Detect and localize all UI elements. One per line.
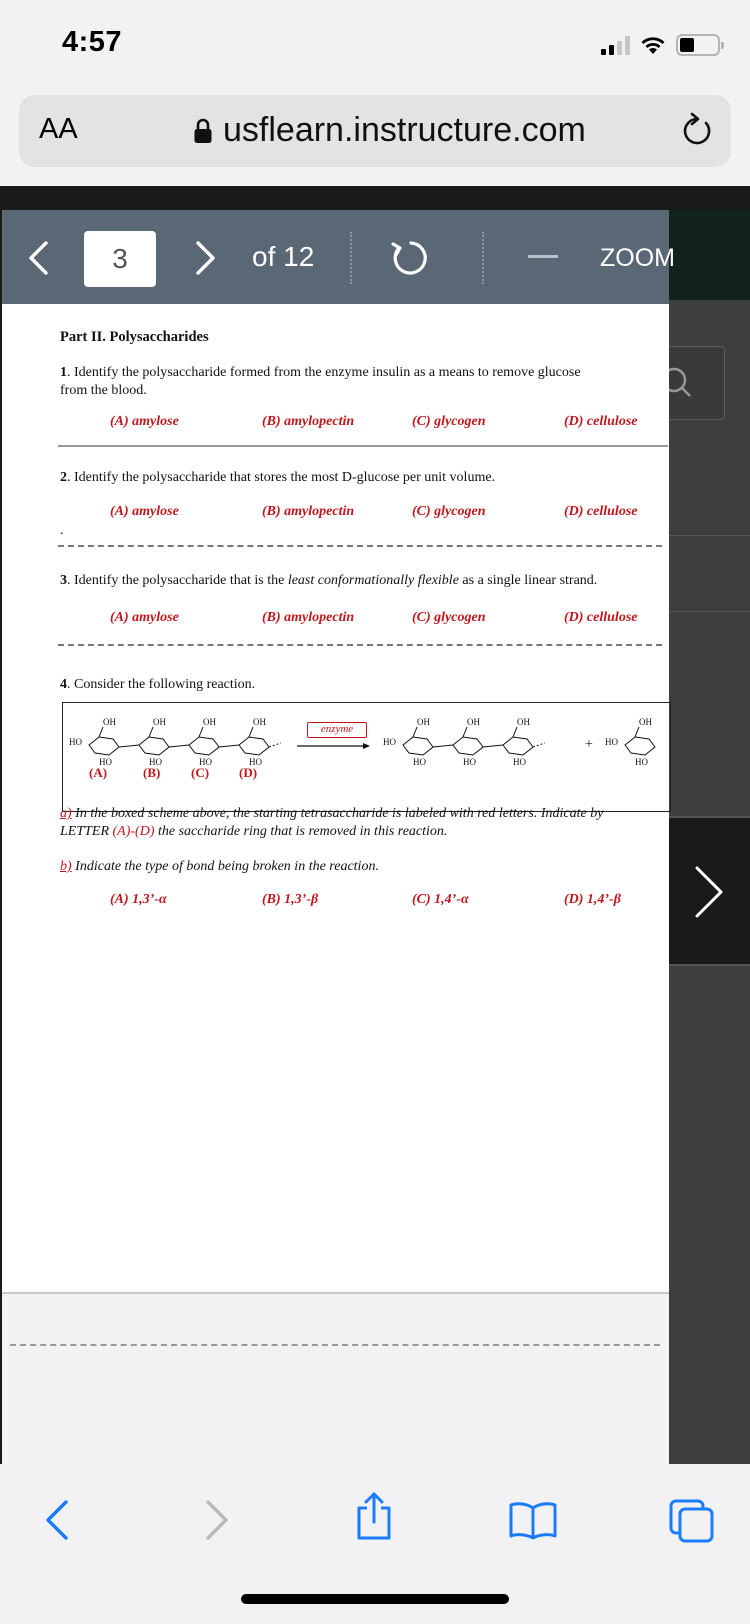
svg-text:HO: HO xyxy=(199,757,212,767)
reader-settings-button[interactable]: AA xyxy=(39,113,78,145)
svg-text:OH: OH xyxy=(253,717,266,727)
q3-option-c: (C) glycogen xyxy=(412,610,486,625)
part-b-question: b) Indicate the type of bond being broken in the reaction. xyxy=(60,859,379,874)
home-indicator xyxy=(241,1594,509,1604)
svg-text:OH: OH xyxy=(517,717,530,727)
svg-text:HO: HO xyxy=(605,737,618,747)
zoom-label[interactable]: ZOOM xyxy=(600,244,675,272)
svg-text:HO: HO xyxy=(383,737,396,747)
url-text[interactable]: usflearn.instructure.com xyxy=(223,111,586,149)
status-time: 4:57 xyxy=(62,26,123,58)
question-3: 3. Identify the polysaccharide that is the least conformationally flexible as a single linear strand. xyxy=(60,573,598,588)
battery-icon xyxy=(676,34,720,56)
zoom-out-button[interactable] xyxy=(528,255,558,258)
status-icons xyxy=(601,32,720,58)
q1-option-d: (D) cellulose xyxy=(564,414,638,429)
previous-page-button[interactable] xyxy=(26,240,50,276)
q1-option-b: (B) amylopectin xyxy=(262,414,355,429)
back-button[interactable] xyxy=(42,1498,72,1542)
stray-dot: . xyxy=(60,523,64,538)
browser-toolbar xyxy=(0,1464,750,1624)
svg-text:OH: OH xyxy=(103,717,116,727)
share-button[interactable] xyxy=(354,1490,394,1542)
chevron-right-icon xyxy=(689,862,729,922)
q1-option-c: (C) glycogen xyxy=(412,414,486,429)
part-a-line2: LETTER (A)-(D) the saccharide ring that is removed in this reaction. xyxy=(60,824,448,839)
next-page-button[interactable] xyxy=(194,240,218,276)
section-heading: Part II. Polysaccharides xyxy=(60,329,209,345)
enzyme-label: enzyme xyxy=(307,722,367,738)
lock-icon xyxy=(193,118,213,144)
web-content xyxy=(0,186,750,1464)
pdf-toolbar xyxy=(2,210,675,304)
svg-text:HO: HO xyxy=(463,757,476,767)
reaction-arrow-icon xyxy=(297,741,371,751)
q1-option-a: (A) amylose xyxy=(110,414,179,429)
page-break-line xyxy=(10,1344,660,1346)
reload-icon[interactable] xyxy=(679,111,715,149)
toolbar-separator xyxy=(350,232,352,284)
svg-text:HO: HO xyxy=(513,757,526,767)
sidebar-divider xyxy=(669,611,750,612)
svg-text:HO: HO xyxy=(149,757,162,767)
toolbar-separator xyxy=(482,232,484,284)
wifi-icon xyxy=(640,35,666,55)
address-bar[interactable] xyxy=(19,95,731,167)
svg-text:OH: OH xyxy=(203,717,216,727)
svg-text:HO: HO xyxy=(413,757,426,767)
pdf-page xyxy=(2,304,669,1464)
rotate-button[interactable] xyxy=(386,236,436,280)
svg-text:OH: OH xyxy=(153,717,166,727)
svg-text:OH: OH xyxy=(467,717,480,727)
tabs-button[interactable] xyxy=(668,1498,716,1544)
search-button[interactable] xyxy=(663,346,725,420)
reaction-scheme xyxy=(62,702,671,812)
question-2: 2. Identify the polysaccharide that stores the most D-glucose per unit volume. xyxy=(60,470,496,485)
question-1-line2: from the blood. xyxy=(60,383,147,398)
sidebar-divider xyxy=(669,535,750,536)
ring-label-c: (C) xyxy=(191,765,210,780)
pb-option-c: (C) 1,4’-α xyxy=(412,892,469,907)
pb-option-d: (D) 1,4’-β xyxy=(564,892,621,907)
svg-text:OH: OH xyxy=(639,717,652,727)
q2-option-c: (C) glycogen xyxy=(412,504,486,519)
bookmarks-button[interactable] xyxy=(508,1500,558,1540)
question-1-line1: 1. Identify the polysaccharide formed from the enzyme insulin as a means to remove glucose xyxy=(60,365,581,380)
q3-option-b: (B) amylopectin xyxy=(262,610,355,625)
q2-option-b: (B) amylopectin xyxy=(262,504,355,519)
q2-option-d: (D) cellulose xyxy=(564,504,638,519)
divider xyxy=(58,445,668,447)
svg-text:HO: HO xyxy=(69,737,82,747)
q3-option-d: (D) cellulose xyxy=(564,610,638,625)
svg-text:HO: HO xyxy=(99,757,112,767)
svg-text:HO: HO xyxy=(635,757,648,767)
svg-text:OH: OH xyxy=(417,717,430,727)
part-a-line1: a) In the boxed scheme above, the starting tetrasaccharide is labeled with red letters. Indicate by xyxy=(60,806,604,821)
ring-label-a: (A) xyxy=(89,765,108,780)
canvas-header-strip xyxy=(669,210,750,300)
question-4: 4. Consider the following reaction. xyxy=(60,677,256,692)
next-item-button[interactable] xyxy=(669,816,750,966)
monosaccharide-product xyxy=(603,715,663,775)
q2-option-a: (A) amylose xyxy=(110,504,179,519)
divider xyxy=(58,545,662,547)
q3-option-a: (A) amylose xyxy=(110,610,179,625)
divider xyxy=(58,644,662,646)
cellular-signal-icon xyxy=(601,35,630,55)
plus-sign: + xyxy=(585,737,593,752)
ring-label-b: (B) xyxy=(143,765,161,780)
pb-option-b: (B) 1,3’-β xyxy=(262,892,319,907)
page-count: of 12 xyxy=(252,241,315,272)
page-number-input[interactable]: 3 xyxy=(84,231,156,287)
svg-text:HO: HO xyxy=(249,757,262,767)
pb-option-a: (A) 1,3’-α xyxy=(110,892,167,907)
trisaccharide-product xyxy=(381,715,581,775)
ring-label-d: (D) xyxy=(239,765,258,780)
forward-button[interactable] xyxy=(202,1498,232,1542)
pdf-page-gap xyxy=(2,1292,669,1464)
